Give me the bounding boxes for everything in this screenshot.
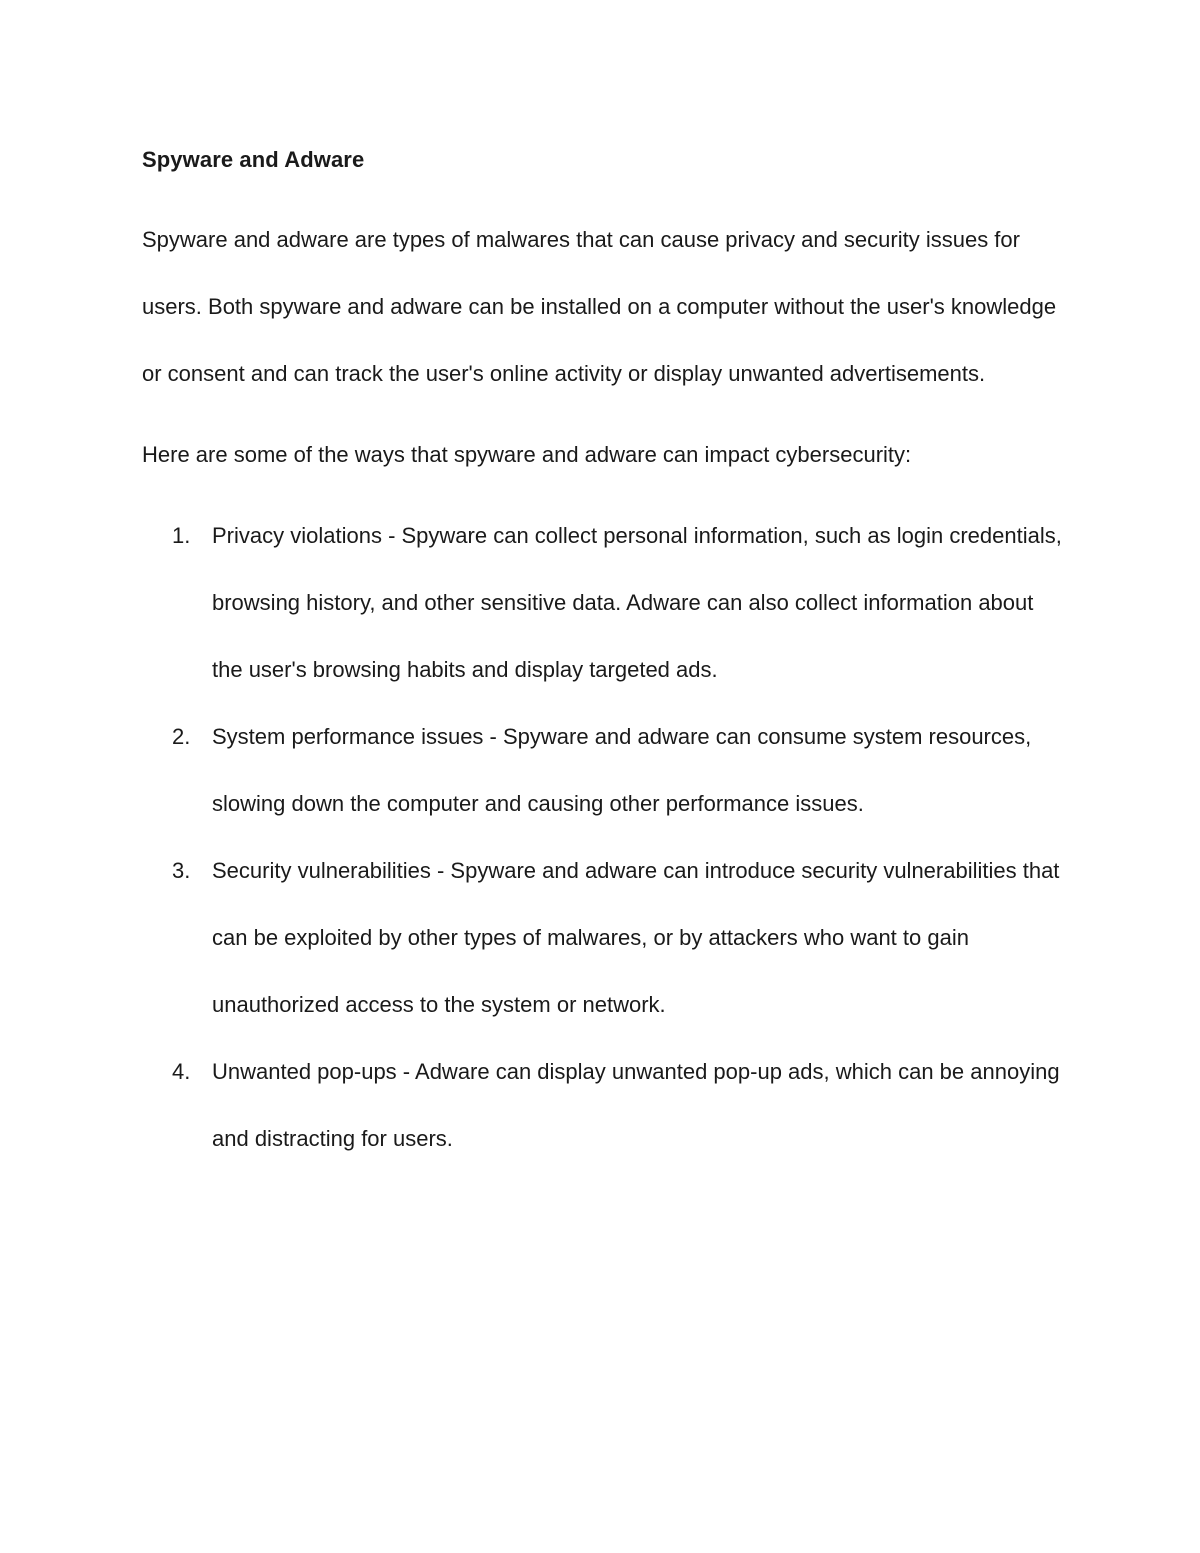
document-title: Spyware and Adware — [142, 147, 365, 172]
list-item-number: 2. — [172, 724, 191, 749]
list-item — [142, 703, 1062, 837]
list-item-text: Privacy violations - Spyware can collect personal information, such as login credentials, browsing history, and other sensitive data. Adware can also collect information about the user's browsing habits and display targeted ads. — [212, 523, 1062, 682]
list-item-number: 3. — [172, 858, 191, 883]
list-item-number: 1. — [172, 523, 191, 548]
list-item — [142, 1038, 1062, 1172]
list-intro-paragraph: Here are some of the ways that spyware and adware can impact cybersecurity: — [142, 442, 912, 467]
list-item-number: 4. — [172, 1059, 191, 1084]
list-item-text: System performance issues - Spyware and adware can consume system resources, slowing down the computer and causing other performance issues. — [212, 724, 1032, 816]
list-item-text: Unwanted pop-ups - Adware can display unwanted pop-up ads, which can be annoying and distracting for users. — [212, 1059, 1060, 1151]
list-item — [142, 502, 1062, 703]
list-item-text: Security vulnerabilities - Spyware and adware can introduce security vulnerabilities that can be exploited by other types of malwares, or by attackers who want to gain unauthorized access to the system or network. — [212, 858, 1060, 1017]
intro-paragraph: Spyware and adware are types of malwares that can cause privacy and security issues for users. Both spyware and adware can be installed on a computer without the user's knowledge or consent and can track the user's online activity or display unwanted advertisements. — [142, 227, 1057, 386]
impact-list — [142, 502, 1062, 1172]
list-item — [142, 837, 1062, 1038]
document-body — [142, 140, 1062, 1172]
